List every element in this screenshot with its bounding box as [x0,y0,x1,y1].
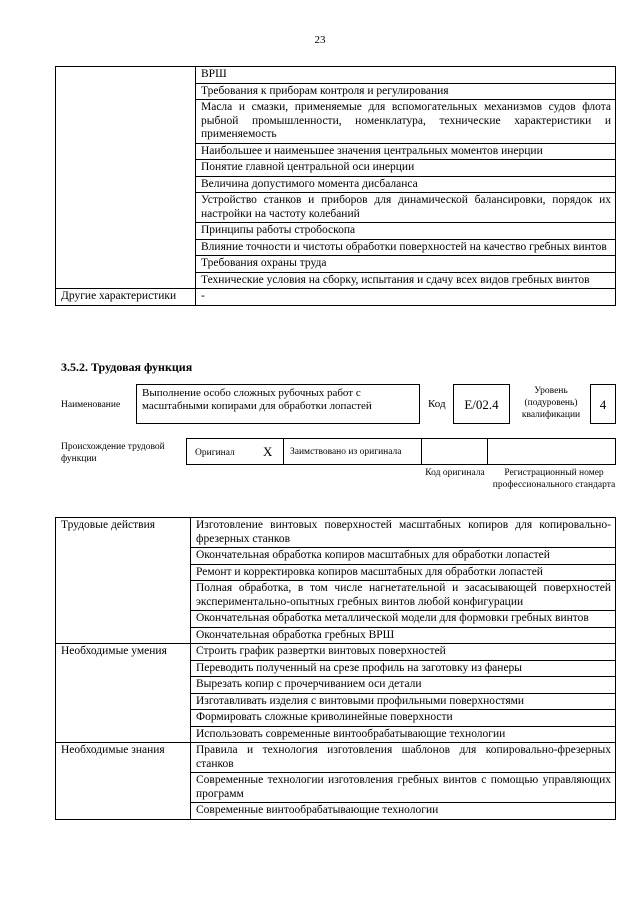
name-label: Наименование [61,400,121,410]
origin-divider-3 [487,439,488,464]
table-row [56,67,616,84]
group-label: Необходимые знания [56,743,191,820]
group-item: Окончательная обработка металлической модели для формовки гребных винтов [191,611,616,628]
knowledge-item: Требования к приборам контроля и регулирования [196,83,616,100]
knowledge-item: Влияние точности и чистоты обработки поверхностей на качество гребных винтов [196,239,616,256]
group-item: Переводить полученный на срезе профиль на заготовку из фанеры [191,660,616,677]
table-row [56,289,616,306]
group-item: Ремонт и корректировка копиров масштабных для обработки лопастей [191,564,616,581]
origin-divider-2 [421,439,422,464]
code-original-caption: Код оригинала [425,468,485,478]
reg-number-caption: Регистрационный номер профессионального стандарта [492,468,616,490]
group-item: Изготовление винтовых поверхностей масштабных копиров для копировально-фрезерных станков [191,518,616,548]
table-row [56,743,616,773]
knowledge-item: Понятие главной центральной оси инерции [196,160,616,177]
group-item: Современные винтообрабатывающие технологии [191,803,616,820]
code-label: Код [428,398,446,410]
group-item: Окончательная обработка гребных ВРШ [191,627,616,644]
level-box [590,384,616,424]
group-item: Окончательная обработка копиров масштабных для обработки лопастей [191,548,616,565]
section-title: 3.5.2. Трудовая функция [61,360,193,374]
knowledge-item: Наибольшее и наименьшее значения центральных моментов инерции [196,143,616,160]
borrowed-label: Заимствовано из оригинала [290,447,402,457]
knowledge-item: Принципы работы стробоскопа [196,223,616,240]
group-item: Изготавливать изделия с винтовыми профильными поверхностями [191,693,616,710]
code-box [453,384,510,424]
level-label: Уровень (подуровень) квалификации [521,386,581,420]
table-row [56,518,616,548]
function-name-value: Выполнение особо сложных рубочных работ с масштабными копирами для обработки лопастей [142,387,372,412]
group-item: Полная обработка, в том числе нагнетательной и засасывающей поверхностей экспериментально-опытных гребных винтов любой конфигурации [191,581,616,611]
knowledge-item: ВРШ [196,67,616,84]
knowledge-item: Требования охраны труда [196,256,616,273]
origin-row [186,438,616,465]
origin-divider-1 [283,439,284,464]
group-item: Вырезать копир с прочерчиванием оси детали [191,677,616,694]
knowledge-item: Технические условия на сборку, испытания и сдачу всех видов гребных винтов [196,272,616,289]
group-item: Использовать современные винтообрабатывающие технологии [191,726,616,743]
original-label: Оригинал [195,448,235,458]
group-item: Современные технологии изготовления гребных винтов с помощью управляющих программ [191,773,616,803]
other-characteristics-label: Другие характеристики [56,289,196,306]
group-label: Необходимые умения [56,644,191,743]
other-characteristics-value: - [196,289,616,306]
origin-label: Происхождение трудовой функции [61,442,165,464]
level-value: 4 [599,397,607,412]
top-knowledge-table [55,66,616,306]
row-label-cell [56,67,196,289]
code-value: E/02.4 [464,397,499,412]
group-label: Трудовые действия [56,518,191,644]
knowledge-item: Величина допустимого момента дисбаланса [196,176,616,193]
labor-function-table [55,517,616,820]
group-item: Формировать сложные криволинейные поверхности [191,710,616,727]
knowledge-item: Устройство станков и приборов для динамической балансировки, порядок их настройки на частоту колебаний [196,193,616,223]
group-item: Строить график развертки винтовых поверхностей [191,644,616,661]
knowledge-item: Масла и смазки, применяемые для вспомогательных механизмов судов флота рыбной промышленности, номенклатура, технические характеристики и применяемость [196,100,616,144]
original-mark: X [263,444,273,459]
table-row [56,644,616,661]
function-name-box [136,384,420,424]
group-item: Правила и технология изготовления шаблонов для копировально-фрезерных станков [191,743,616,773]
page-number: 23 [314,34,326,46]
